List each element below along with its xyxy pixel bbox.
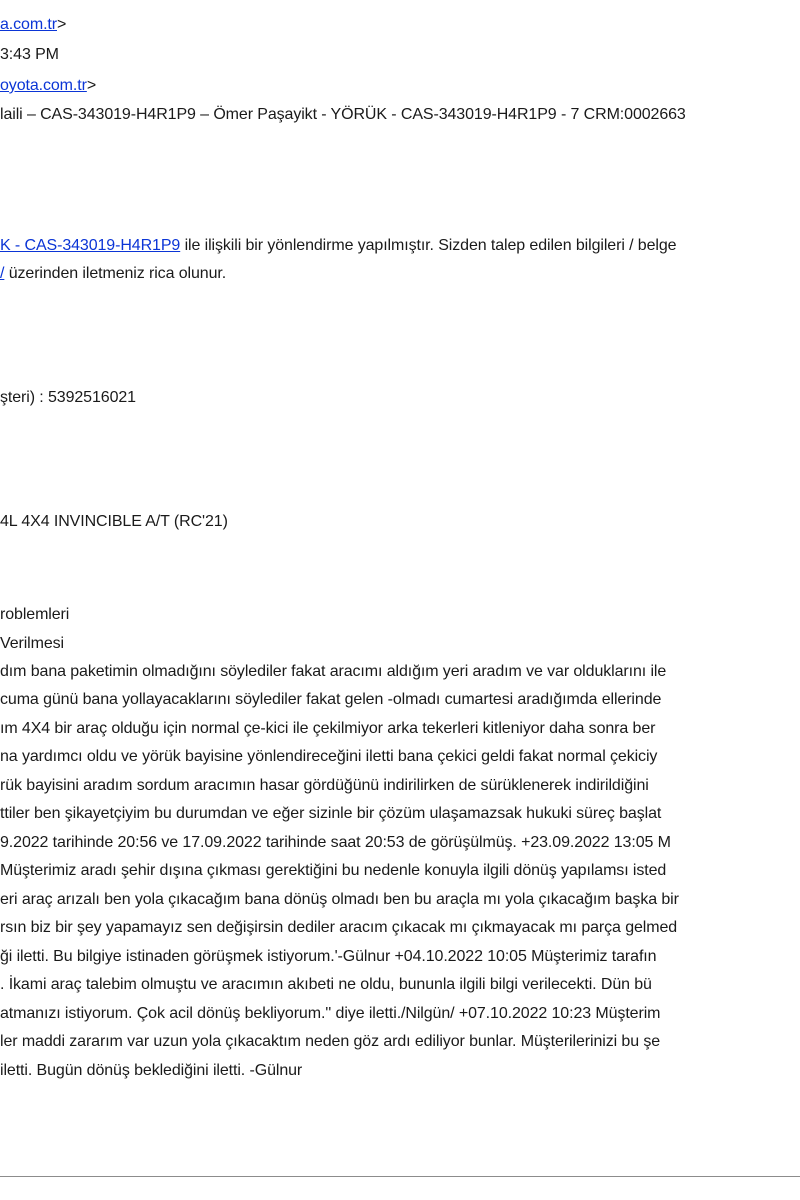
vehicle-line: 4L 4X4 INVINCIBLE A/T (RC'21) bbox=[0, 513, 228, 530]
description-line: iletti. Bugün dönüş beklediğini iletti. -Gülnur bbox=[0, 1062, 303, 1079]
from-line bbox=[0, 15, 66, 35]
intro-line bbox=[0, 236, 676, 256]
to-suffix: > bbox=[86, 77, 97, 94]
description-line: rsın biz bir şey yapamayız sen değişirsin dediler aracım çıkacak mı çıkmayacak mı parça gelmed bbox=[0, 919, 678, 936]
intro-text-2: üzerinden iletmeniz rica olunur. bbox=[4, 265, 227, 282]
description-line: eri araç arızalı ben yola çıkacağım bana dönüş olmadı ben bu araçla mı yola çıkacağım başka bir bbox=[0, 891, 679, 908]
description-line: ği iletti. Bu bilgiye istinaden görüşmek istiyorum.'-Gülnur +04.10.2022 10:05 Müşterimiz tarafın bbox=[0, 948, 657, 965]
description-line: ım 4X4 bir araç olduğu için normal çe-kici ile çekilmiyor arka tekerleri kitleniyor daha sonra ber bbox=[0, 720, 656, 737]
description-line: na yardımcı oldu ve yörük bayisine yönlendireceğini iletti bana çekici geldi fakat normal çekiciy bbox=[0, 748, 658, 765]
description-line: ttiler ben şikayetçiyim bu durumdan ve eğer sizinle bir çözüm ulaşamazsak hukuki süreç başlat bbox=[0, 805, 662, 822]
case-link[interactable]: K - CAS-343019-H4R1P9 bbox=[0, 237, 181, 254]
portal-link[interactable]: / bbox=[0, 265, 5, 282]
phone-line: şteri) : 5392516021 bbox=[0, 389, 136, 406]
to-line bbox=[0, 76, 96, 96]
description-line: Müşterimiz aradı şehir dışına çıkması gerektiğini bu nedenle konuyla ilgili dönüş yapılamsı isted bbox=[0, 862, 667, 879]
description-line: 9.2022 tarihinde 20:56 ve 17.09.2022 tarihinde saat 20:53 de görüşülmüş. +23.09.2022 13:05 M bbox=[0, 834, 671, 851]
to-email-link[interactable]: oyota.com.tr bbox=[0, 77, 87, 94]
from-email-link[interactable]: a.com.tr bbox=[0, 16, 57, 33]
description-line: rük bayisini aradım sordum aracımın hasar gördüğünü indirilirken de sürüklenerek indirildiğini bbox=[0, 777, 649, 794]
description-line: . İkami araç talebim olmuştu ve aracımın akıbeti ne oldu, bununla ilgili bilgi verilecekti. Dün bü bbox=[0, 976, 652, 993]
bottom-divider bbox=[0, 1176, 800, 1177]
subcategory-line: Verilmesi bbox=[0, 635, 65, 652]
sent-time: 3:43 PM bbox=[0, 46, 59, 63]
subject-line: laili – CAS-343019-H4R1P9 – Ömer Paşayikt - YÖRÜK - CAS-343019-H4R1P9 - 7 CRM:0002663 bbox=[0, 106, 686, 123]
description-line: dım bana paketimin olmadığını söylediler fakat aracımı aldığım yeri aradım ve var olduklarını ile bbox=[0, 663, 667, 680]
description-line: atmanızı istiyorum. Çok acil dönüş bekliyorum.'' diye iletti./Nilgün/ +07.10.2022 10:23 Müşterim bbox=[0, 1005, 661, 1022]
intro-line-2 bbox=[0, 264, 226, 284]
category-line: roblemleri bbox=[0, 606, 70, 623]
intro-text: ile ilişkili bir yönlendirme yapılmıştır. Sizden talep edilen bilgileri / belge bbox=[180, 237, 677, 254]
description-line: ler maddi zararım var uzun yola çıkacaktım neden göz ardı ediliyor bunlar. Müşterilerinizi bu şe bbox=[0, 1033, 661, 1050]
from-suffix: > bbox=[57, 16, 67, 33]
description-line: cuma günü bana yollayacaklarını söylediler fakat gelen -olmadı cumartesi aradığımda ellerinde bbox=[0, 691, 662, 708]
